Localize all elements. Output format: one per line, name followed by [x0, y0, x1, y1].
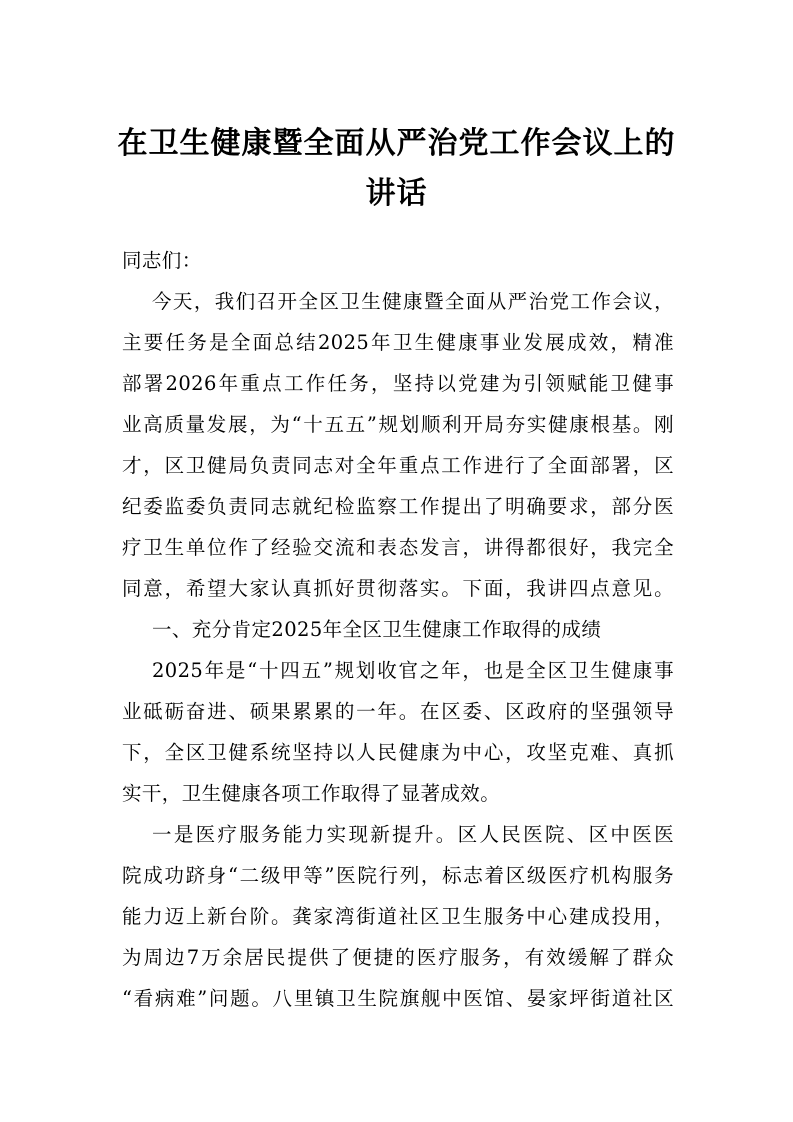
paragraph-line: 今天，我们召开全区卫生健康暨全面从严治党工作会议， — [152, 290, 674, 313]
paragraph-line: 下，全区卫健系统坚持以人民健康为中心，攻坚克难、真抓 — [122, 741, 674, 764]
paragraph-line: 部署2026年重点工作任务，坚持以党建为引领赋能卫健事 — [122, 372, 674, 395]
document-title-line-2: 讲话 — [365, 176, 428, 211]
paragraph-line: 主要任务是全面总结2025年卫生健康事业发展成效，精准 — [122, 331, 674, 354]
section-heading: 一、充分肯定2025年全区卫生健康工作取得的成绩 — [152, 618, 602, 641]
paragraph-line: 为周边7万余居民提供了便捷的医疗服务，有效缓解了群众 — [122, 946, 674, 969]
paragraph-line: 纪委监委负责同志就纪检监察工作提出了明确要求，部分医 — [122, 495, 674, 518]
paragraph-line: 才，区卫健局负责同志对全年重点工作进行了全面部署，区 — [122, 454, 674, 477]
paragraph-line: 实干，卫生健康各项工作取得了显著成效。 — [122, 782, 501, 805]
paragraph-line: 一是医疗服务能力实现新提升。区人民医院、区中医医 — [152, 823, 674, 846]
paragraph-line: 同意，希望大家认真抓好贯彻落实。下面，我讲四点意见。 — [122, 577, 674, 600]
paragraph-line: 能力迈上新台阶。龚家湾街道社区卫生服务中心建成投用， — [122, 905, 674, 928]
salutation: 同志们： — [122, 249, 202, 272]
paragraph-line: “看病难”问题。八里镇卫生院旗舰中医馆、晏家坪街道社区 — [122, 987, 674, 1010]
document-title-line-1: 在卫生健康暨全面从严治党工作会议上的 — [117, 126, 676, 161]
paragraph-line: 业砥砺奋进、硕果累累的一年。在区委、区政府的坚强领导 — [122, 700, 674, 723]
paragraph-line: 院成功跻身“二级甲等”医院行列，标志着区级医疗机构服务 — [122, 864, 674, 887]
paragraph-line: 业高质量发展，为“十五五”规划顺利开局夯实健康根基。刚 — [122, 413, 674, 436]
paragraph-line: 疗卫生单位作了经验交流和表态发言，讲得都很好，我完全 — [122, 536, 674, 559]
paragraph-line: 2025年是“十四五”规划收官之年，也是全区卫生健康事 — [152, 659, 674, 682]
